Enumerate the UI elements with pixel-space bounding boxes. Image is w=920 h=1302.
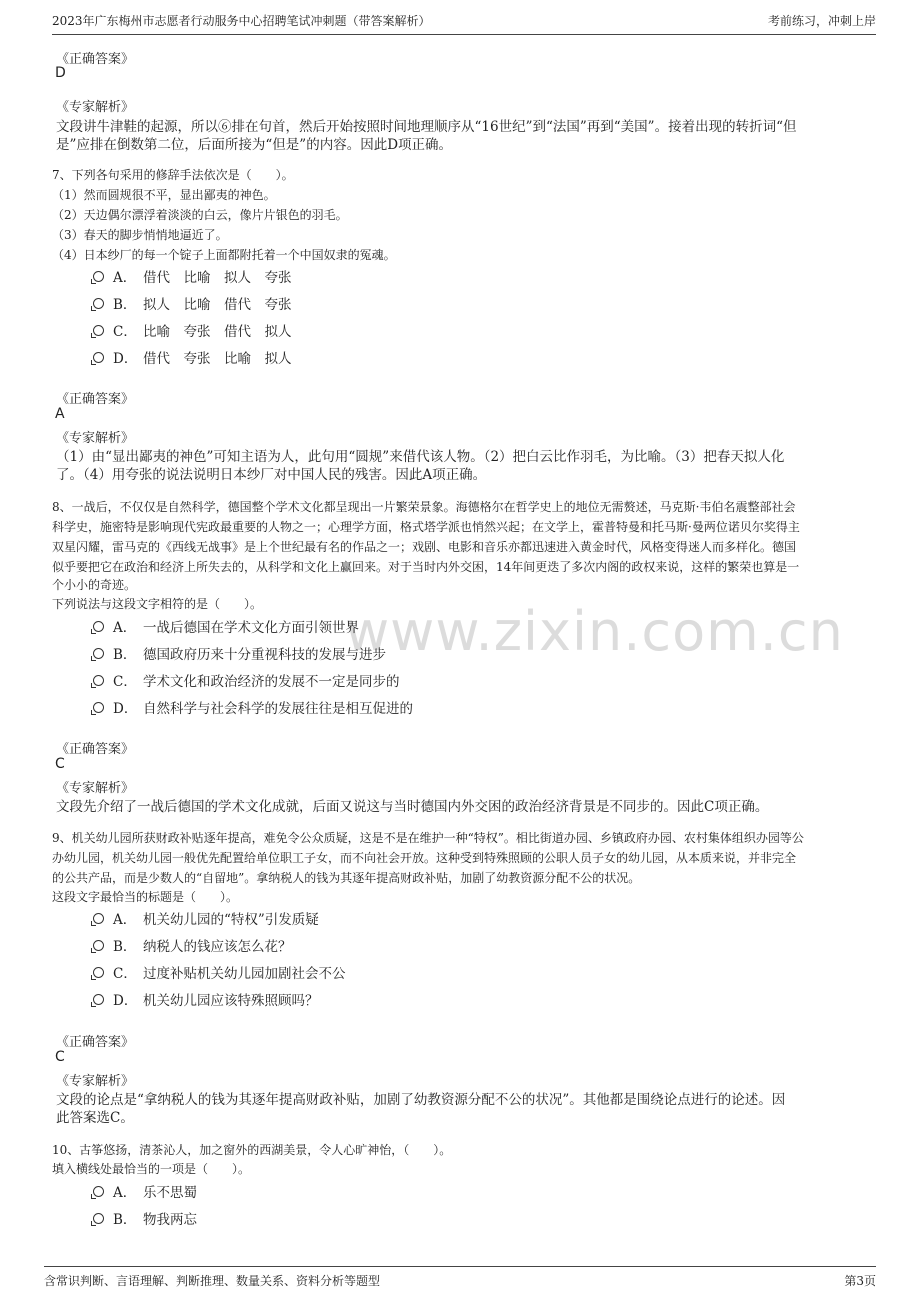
option-text: 过度补贴机关幼儿园加剧社会不公: [143, 966, 346, 982]
question-8-stem: 8、一战后，不仅仅是自然科学，德国整个学术文化都呈现出一片繁荣景象。海德格尔在哲学史上的地位无需赘述，马克斯·韦伯名震整部社会: [52, 500, 796, 514]
option-text: 借代 比喻 拟人 夸张: [143, 270, 292, 286]
question-stem-line: 的公共产品，而是少数人的“自留地”。拿纳税人的钱为其逐年提高财政补贴，加剧了幼教资源分配不公的状况。: [52, 871, 641, 885]
radio-icon[interactable]: [93, 940, 104, 951]
question-stem-line: （3）春天的脚步悄悄地逼近了。: [52, 228, 228, 242]
question-10-stem: 10、古筝悠扬，清茶沁人，加之窗外的西湖美景，令人心旷神怡，（ ）。: [52, 1143, 452, 1157]
answer-value: A: [55, 406, 65, 422]
analysis-line: 了。（4）用夸张的说法说明日本纱厂对中国人民的残害。因此A项正确。: [56, 467, 487, 483]
question-stem-line: 这段文字最恰当的标题是（ ）。: [52, 890, 239, 904]
option-letter: C．: [113, 674, 137, 690]
radio-icon[interactable]: [93, 1213, 104, 1224]
radio-icon[interactable]: [93, 352, 104, 363]
question-stem-line: 下列说法与这段文字相符的是（ ）。: [52, 597, 263, 611]
option-text: 一战后德国在学术文化方面引领世界: [143, 620, 359, 636]
analysis-label: 《专家解析》: [56, 100, 135, 115]
analysis-line: 此答案选C。: [56, 1110, 134, 1126]
radio-icon[interactable]: [93, 325, 104, 336]
option-letter: B．: [113, 1212, 137, 1228]
answer-value: C: [55, 1049, 65, 1065]
question-stem-line: （4）日本纱厂的每一个锭子上面都附托着一个中国奴隶的冤魂。: [52, 248, 396, 262]
page-number: 第3页: [844, 1274, 876, 1288]
answer-label: 《正确答案》: [56, 392, 135, 407]
radio-icon[interactable]: [93, 913, 104, 924]
option-letter: C．: [113, 324, 137, 340]
question-stem-line: 双星闪耀，雷马克的《西线无战事》是上个世纪最有名的作品之一；戏剧、电影和音乐亦都迅速进入黄金时代，风格变得迷人而多样化。德国: [52, 540, 797, 554]
option-text: 物我两忘: [143, 1212, 197, 1228]
radio-icon[interactable]: [93, 1186, 104, 1197]
footer-topics: 含常识判断、言语理解、判断推理、数量关系、资料分析等题型: [44, 1274, 381, 1288]
option-text: 纳税人的钱应该怎么花？: [143, 939, 292, 955]
answer-label: 《正确答案》: [56, 742, 135, 757]
option-text: 自然科学与社会科学的发展往往是相互促进的: [143, 701, 413, 717]
option-letter: A．: [113, 620, 137, 636]
option-text: 拟人 比喻 借代 夸张: [143, 297, 292, 313]
analysis-label: 《专家解析》: [56, 431, 135, 446]
radio-icon[interactable]: [93, 271, 104, 282]
option-text: 借代 夸张 比喻 拟人: [143, 351, 292, 367]
question-stem-line: （1）然而圆规很不平，显出鄙夷的神色。: [52, 188, 276, 202]
question-9-stem: 9、机关幼儿园所获财政补贴逐年提高，难免令公众质疑，这是不是在维护一种“特权”。相比街道办园、乡镇政府办园、农村集体组织办园等公: [52, 831, 804, 845]
radio-icon[interactable]: [93, 675, 104, 686]
option-text: 学术文化和政治经济的发展不一定是同步的: [143, 674, 400, 690]
option-letter: A．: [113, 912, 137, 928]
question-stem-line: 似乎要把它在政治和经济上所失去的，从科学和文化上赢回来。对于当时内外交困，14年间更迭了多次内阁的政权来说，这样的繁荣也算是一: [52, 560, 800, 574]
page-footer: [44, 1266, 876, 1293]
answer-label: 《正确答案》: [56, 1035, 135, 1050]
option-letter: D．: [113, 351, 138, 367]
option-letter: A．: [113, 1185, 137, 1201]
question-stem-line: （2）天边偶尔漂浮着淡淡的白云，像片片银色的羽毛。: [52, 208, 348, 222]
radio-icon[interactable]: [93, 648, 104, 659]
question-stem-line: 办幼儿园，机关幼儿园一般优先配置给单位职工子女，而不向社会开放。这种受到特殊照顾的公职人员子女的幼儿园，从本质来说，并非完全: [52, 851, 797, 865]
analysis-line: 文段先介绍了一战后德国的学术文化成就，后面又说这与当时德国内外交困的政治经济背景是不同步的。因此C项正确。: [56, 799, 769, 815]
header-slogan: 考前练习，冲刺上岸: [767, 14, 876, 28]
option-letter: B．: [113, 939, 137, 955]
answer-value: C: [55, 756, 65, 772]
watermark: www.zixin.com.cn: [345, 600, 844, 663]
analysis-line: 文段的论点是“拿纳税人的钱为其逐年提高财政补贴，加剧了幼教资源分配不公的状况”。其他都是围绕论点进行的论述。因: [56, 1092, 786, 1108]
document-title: 2023年广东梅州市志愿者行动服务中心招聘笔试冲刺题（带答案解析）: [52, 14, 431, 28]
question-stem-line: 个小小的奇迹。: [52, 578, 137, 592]
radio-icon[interactable]: [93, 967, 104, 978]
page-header: [52, 12, 876, 35]
analysis-line: 文段讲牛津鞋的起源，所以⑥排在句首，然后开始按照时间地理顺序从“16世纪”到“法国”再到“美国”。接着出现的转折词“但: [56, 119, 797, 135]
option-text: 机关幼儿园应该特殊照顾吗？: [143, 993, 319, 1009]
option-text: 德国政府历来十分重视科技的发展与进步: [143, 647, 386, 663]
answer-label: 《正确答案》: [56, 52, 135, 67]
radio-icon[interactable]: [93, 298, 104, 309]
radio-icon[interactable]: [93, 702, 104, 713]
option-letter: B．: [113, 297, 137, 313]
radio-icon[interactable]: [93, 994, 104, 1005]
question-stem-line: 科学史，施密特是影响现代宪政最重要的人物之一；心理学方面，格式塔学派也悄然兴起；在文学上，霍普特曼和托马斯·曼两位诺贝尔奖得主: [52, 520, 800, 534]
answer-value: D: [55, 65, 66, 81]
option-text: 机关幼儿园的“特权”引发质疑: [143, 912, 319, 928]
question-stem-line: 填入横线处最恰当的一项是（ ）。: [52, 1162, 251, 1176]
analysis-label: 《专家解析》: [56, 781, 135, 796]
option-letter: D．: [113, 701, 138, 717]
radio-icon[interactable]: [93, 621, 104, 632]
option-text: 比喻 夸张 借代 拟人: [143, 324, 292, 340]
analysis-line: 是”应排在倒数第二位，后面所接为“但是”的内容。因此D项正确。: [56, 137, 453, 153]
question-7-stem: 7、下列各句采用的修辞手法依次是（ ）。: [52, 168, 294, 182]
option-text: 乐不思蜀: [143, 1185, 197, 1201]
analysis-line: （1）由“显出鄙夷的神色”可知主语为人，此句用“圆规”来借代该人物。（2）把白云比作羽毛，为比喻。（3）把春天拟人化: [56, 449, 785, 465]
option-letter: C．: [113, 966, 137, 982]
option-letter: B．: [113, 647, 137, 663]
option-letter: D．: [113, 993, 138, 1009]
analysis-label: 《专家解析》: [56, 1074, 135, 1089]
option-letter: A．: [113, 270, 137, 286]
